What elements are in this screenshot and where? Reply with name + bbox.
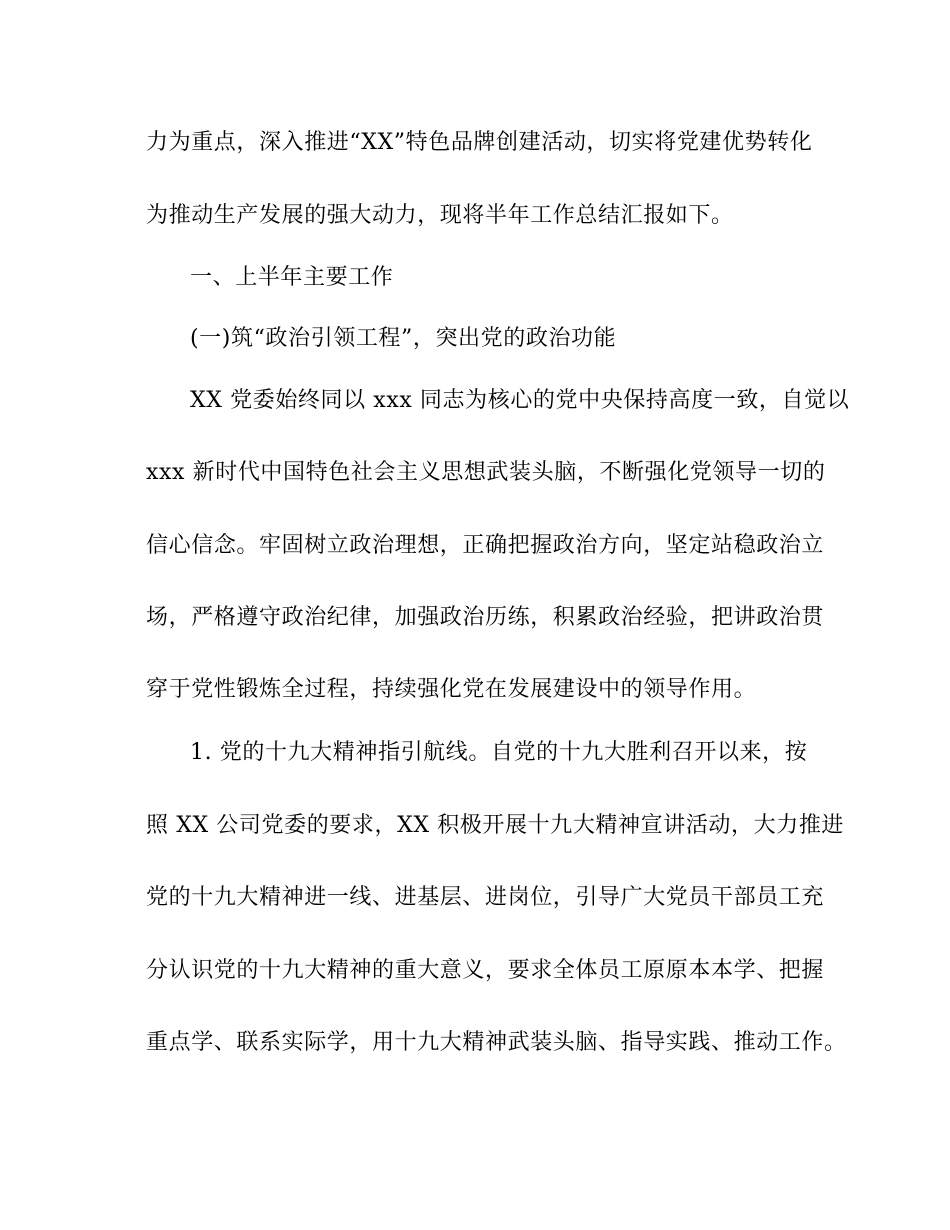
text-line: 场，严格遵守政治纪律，加强政治历练，积累政治经验，把讲政治贯 [146,605,825,630]
subsection-heading: (一)筑“政治引领工程”，突出党的政治功能 [190,326,617,351]
text-line: 照 XX 公司党委的要求，XX 积极开展十九大精神宣讲活动，大力推进 [146,813,845,838]
text-line: 分认识党的十九大精神的重大意义，要求全体员工原原本本学、把握 [146,958,825,983]
text-line: 为推动生产发展的强大动力，现将半年工作总结汇报如下。 [146,203,734,228]
text-line: 力为重点，深入推进“XX”特色品牌创建活动，切实将党建优势转化 [146,130,813,155]
text-line: XX 党委始终同以 xxx 同志为核心的党中央保持高度一致，自觉以 [190,388,850,413]
text-line: 重点学、联系实际学，用十九大精神武装头脑、指导实践、推动工作。 [146,1030,847,1055]
text-line: 信心信念。牢固树立政治理想，正确把握政治方向，坚定站稳政治立 [146,533,825,558]
section-heading: 一、上半年主要工作 [190,265,394,290]
text-line: 党的十九大精神进一线、进基层、进岗位，引导广大党员干部员工充 [146,885,825,910]
text-line: xxx 新时代中国特色社会主义思想武装头脑，不断强化党领导一切的 [146,460,826,485]
text-line: 穿于党性锻炼全过程，持续强化党在发展建设中的领导作用。 [146,677,757,702]
numbered-paragraph-start: 1. 党的十九大精神指引航线。自党的十九大胜利召开以来，按 [190,740,808,765]
